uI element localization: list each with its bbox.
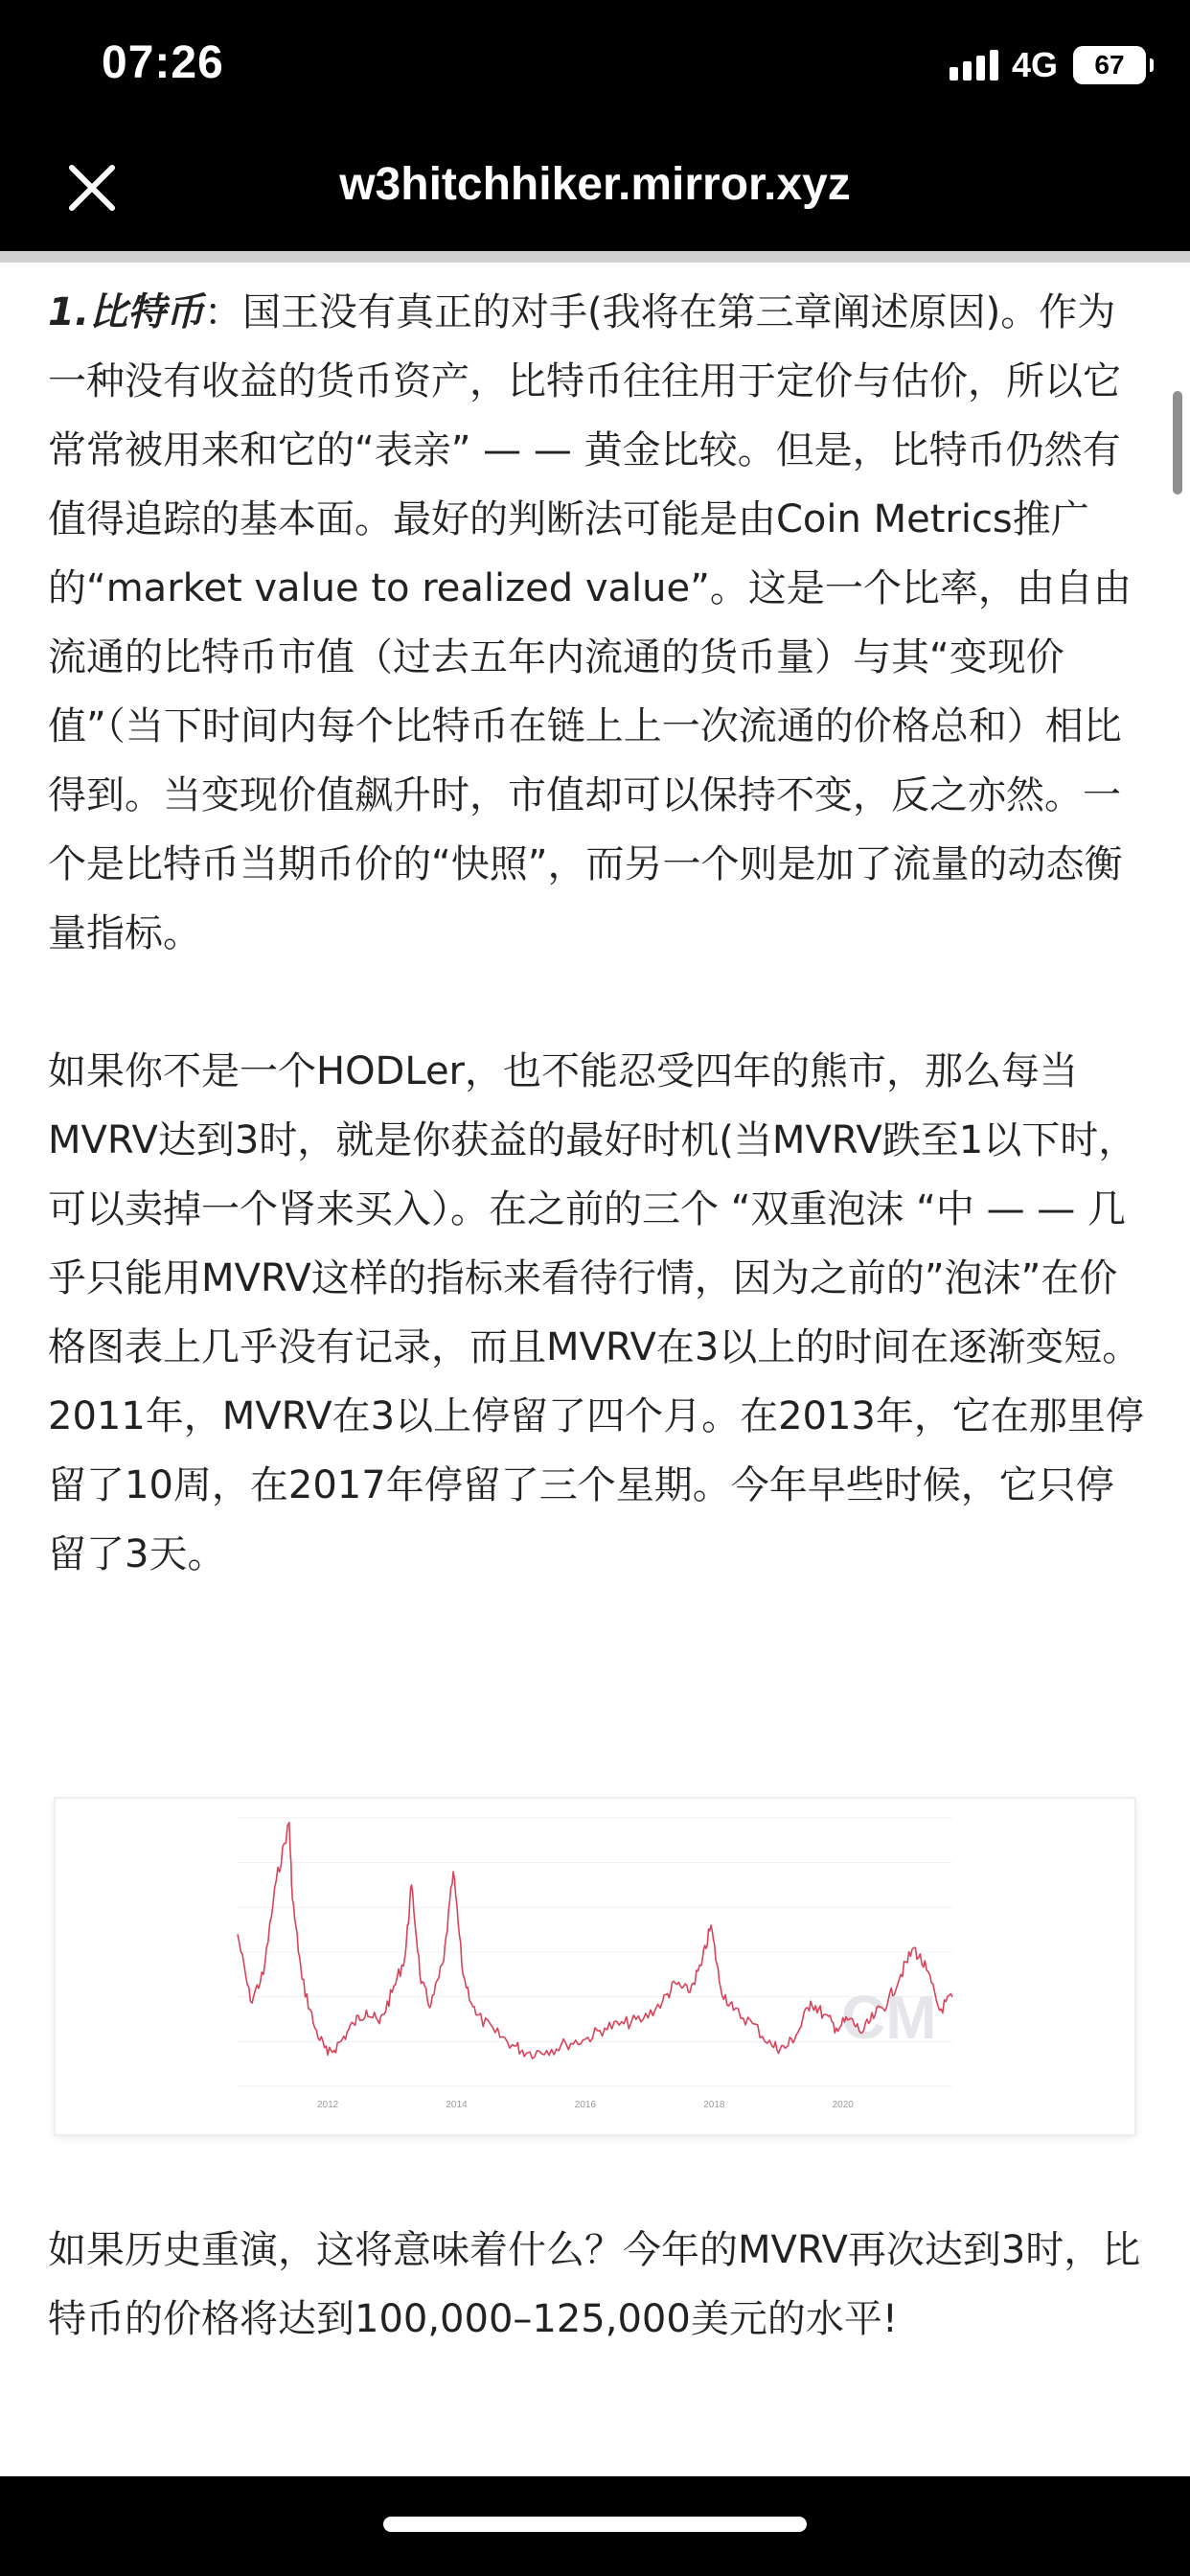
- chart-x-ticks: [317, 2100, 854, 2110]
- chart-x-tick-label: 2020: [832, 2100, 854, 2110]
- chart-x-tick-label: 2016: [574, 2100, 597, 2110]
- chart-x-tick-label: 2014: [446, 2100, 468, 2110]
- status-time: 07:26: [102, 37, 224, 88]
- page-url-title: w3hitchhiker.mirror.xyz: [339, 159, 851, 210]
- scrollbar[interactable]: [1173, 391, 1182, 494]
- mvrv-chart-svg: [56, 1799, 1134, 2134]
- paragraph-2: 如果你不是一个HODLer，也不能忍受四年的熊市，那么每当MVRV达到3时，就是你获益的最好时机(当MVRV跌至1以下时，可以卖掉一个肾来买入）。在之前的三个 “双重泡沫 “中 — — 几乎只能用MVRV这样的指标来看待行情，因为之前的”泡沫”在价格图表上几乎没有记录，而且MVRV在3以上的时间在逐渐变短。2011年，MVRV在3以上停留了四个月。在2013年，它在那里停留了10周，在2017年停留了三个星期。今年早些时候，它只停留了3天。: [48, 1049, 1144, 1576]
- home-indicator[interactable]: [383, 2517, 807, 2532]
- battery-icon: [1073, 46, 1146, 84]
- browser-header: [0, 0, 1190, 251]
- mvrv-chart: [56, 1799, 1134, 2134]
- chart-watermark: CM: [841, 1983, 937, 2052]
- header-divider: [0, 251, 1190, 263]
- paragraph-1-lead: 1.比特币: [48, 290, 205, 334]
- paragraph-1: [48, 278, 1150, 968]
- network-type: 4G: [1011, 45, 1058, 84]
- chart-x-tick-label: 2012: [316, 2100, 339, 2110]
- signal-icon: [950, 50, 998, 80]
- paragraph-1-body: ：国王没有真正的对手(我将在第三章阐述原因)。作为一种没有收益的货币资产，比特币往往用于定价与估价，所以它常常被用来和它的“表亲” — — 黄金比较。但是，比特币仍然有值得追踪的基本面。最好的判断法可能是由Coin Metrics推广的“market value to realized value”。这是一个比率，由自由流通的比特币市值（过去五年内流通的货币量）与其“变现价值”（当下时间内每个比特币在链上上一次流通的价格总和）相比得到。当变现价值飙升时，市值却可以保持不变，反之亦然。一个是比特币当期币价的“快照”，而另一个则是加了流量的动态衡量指标。: [48, 290, 1132, 955]
- chart-x-tick-label: 2018: [703, 2100, 725, 2110]
- home-bar: [0, 2476, 1190, 2576]
- paragraph-3: 如果历史重演，这将意味着什么？今年的MVRV再次达到3时，比特币的价格将达到100,000–125,000美元的水平!: [48, 2228, 1141, 2341]
- article-body: [48, 278, 1150, 1589]
- status-indicators: [950, 42, 1146, 88]
- battery-level: 67: [1094, 50, 1125, 80]
